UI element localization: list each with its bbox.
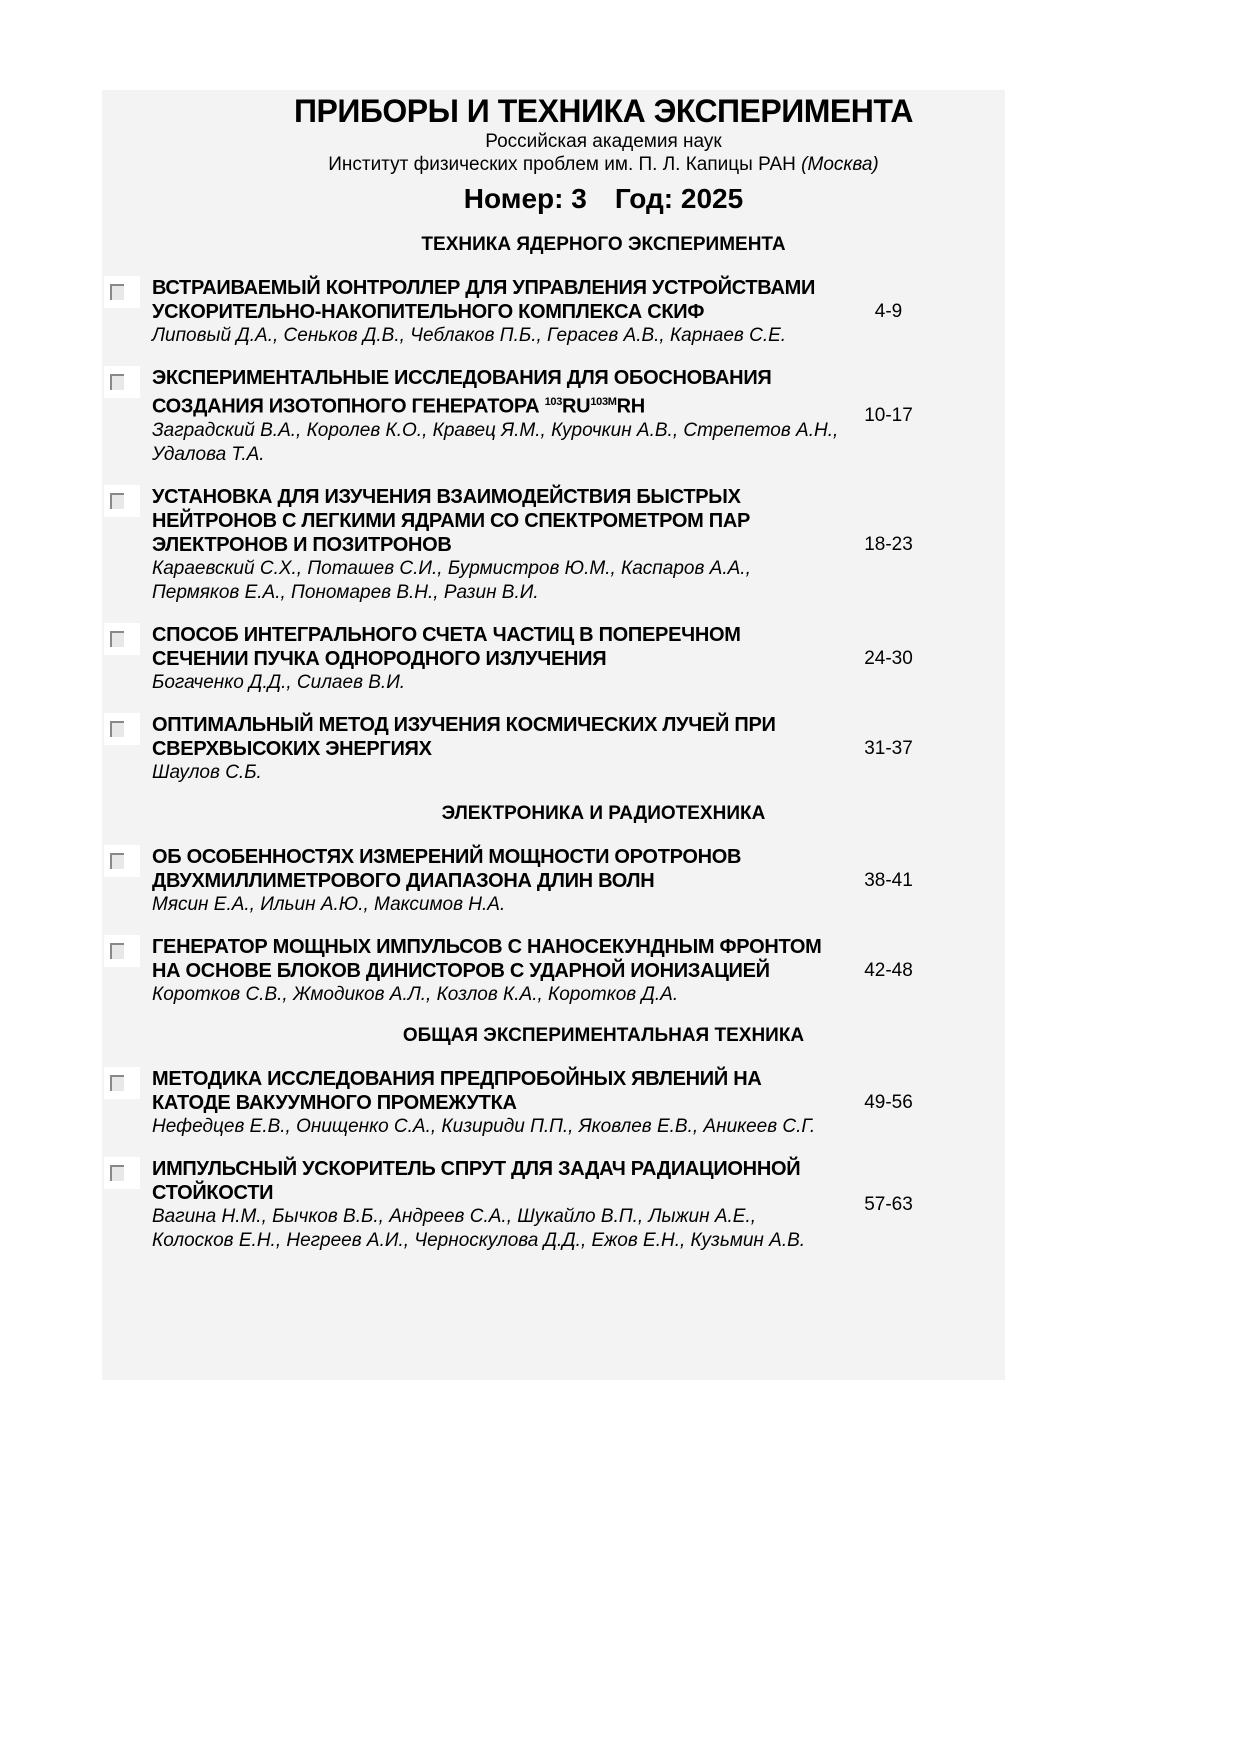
section-heading: ТЕХНИКА ЯДЕРНОГО ЭКСПЕРИМЕНТА: [421, 234, 786, 255]
article-authors: Шаулов С.Б.: [152, 761, 262, 783]
table-of-contents: [102, 234, 1005, 1253]
article-title-text: ИМПУЛЬСНЫЙ УСКОРИТЕЛЬ СПРУТ ДЛЯ ЗАДАЧ РАДИАЦИОННОЙ СТОЙКОСТИ: [152, 1157, 801, 1204]
article-pages: 10-17: [864, 405, 913, 427]
article-authors: Богаченко Д.Д., Силаев В.И.: [152, 671, 406, 693]
article-title-text: ОБ ОСОБЕННОСТЯХ ИЗМЕРЕНИЙ МОЩНОСТИ ОРОТРОНОВ ДВУХМИЛЛИМЕТРОВОГО ДИАПАЗОНА ДЛИН ВОЛН: [152, 845, 742, 892]
article-title-text: СПОСОБ ИНТЕГРАЛЬНОГО СЧЕТА ЧАСТИЦ В ПОПЕРЕЧНОМ СЕЧЕНИИ ПУЧКА ОДНОРОДНОГО ИЗЛУЧЕНИЯ: [152, 623, 741, 670]
checkbox-icon[interactable]: [104, 623, 140, 655]
article-row: [102, 1067, 1005, 1139]
checkbox-icon[interactable]: [104, 713, 140, 745]
article-authors: Липовый Д.А., Сеньков Д.В., Чеблаков П.Б., Герасев А.В., Карнаев С.Е.: [152, 325, 787, 346]
article-row: [102, 845, 1005, 917]
article-pages: 42-48: [864, 959, 913, 981]
article-title-text: ОПТИМАЛЬНЫЙ МЕТОД ИЗУЧЕНИЯ КОСМИЧЕСКИХ ЛУЧЕЙ ПРИ СВЕРХВЫСОКИХ ЭНЕРГИЯХ: [152, 713, 776, 760]
select-checkbox[interactable]: [102, 623, 142, 695]
article-row: [102, 713, 1005, 785]
article-title-text: ЭКСПЕРИМЕНТАЛЬНЫЕ ИССЛЕДОВАНИЯ ДЛЯ ОБОСНОВАНИЯ СОЗДАНИЯ ИЗОТОПНОГО ГЕНЕРАТОРА: [152, 367, 772, 418]
checkbox-icon[interactable]: [104, 935, 140, 967]
checkbox-icon[interactable]: [104, 276, 140, 308]
superscript: 103: [544, 396, 563, 408]
issue-info: [202, 182, 1005, 216]
select-checkbox[interactable]: [102, 366, 142, 467]
article-authors: Заградский В.А., Королев К.О., Кравец Я.М., Курочкин А.В., Стрепетов А.Н., Удалова Т.А.: [152, 419, 839, 465]
institute-name: Институт физических проблем им. П. Л. Капицы РАН: [328, 154, 796, 175]
article-row: [102, 935, 1005, 1007]
checkbox-icon[interactable]: [104, 485, 140, 517]
article-pages: 4-9: [874, 301, 903, 322]
article-authors: Караевский С.Х., Поташев С.И., Бурмистров Ю.М., Каспаров А.А., Пермяков Е.А., Пономарев В.Н., Разин В.И.: [152, 557, 751, 603]
checkbox-icon[interactable]: [104, 1157, 140, 1189]
section-heading: ЭЛЕКТРОНИКА И РАДИОТЕХНИКА: [441, 802, 766, 824]
article-title[interactable]: [152, 1157, 842, 1205]
article-title-text: RU: [562, 395, 591, 418]
article-row: [102, 366, 1005, 467]
select-checkbox[interactable]: [102, 1157, 142, 1253]
article-title[interactable]: [152, 623, 842, 671]
issue-year: Год: 2025: [614, 183, 744, 214]
article-row: [102, 623, 1005, 695]
article-authors: Мясин Е.А., Ильин А.Ю., Максимов Н.А.: [152, 893, 506, 915]
article-title[interactable]: [152, 935, 842, 983]
article-title[interactable]: [152, 276, 842, 324]
checkbox-icon[interactable]: [104, 1067, 140, 1099]
article-info: [142, 276, 842, 348]
article-title-text: RH: [616, 395, 645, 418]
article-authors: Коротков С.В., Жмодиков А.Л., Козлов К.А., Коротков Д.А.: [152, 983, 679, 1005]
article-row: [102, 485, 1005, 605]
article-info: [142, 935, 842, 1007]
article-info: [142, 485, 842, 605]
article-title[interactable]: [152, 366, 842, 419]
article-title[interactable]: [152, 1067, 842, 1115]
article-pages: 31-37: [864, 737, 913, 759]
select-checkbox[interactable]: [102, 1067, 142, 1139]
article-pages: 38-41: [864, 869, 913, 891]
institute: [202, 153, 1005, 176]
article-authors: Вагина Н.М., Бычков В.Б., Андреев С.А., Шукайло В.П., Лыжин А.Е., Колосков Е.Н., Негреев А.И., Черноскулова Д.Д., Ежов Е.Н., Кузьмин А.В.: [152, 1205, 806, 1251]
city: (Москва): [801, 154, 879, 175]
checkbox-icon[interactable]: [104, 845, 140, 877]
journal-title: ПРИБОРЫ И ТЕХНИКА ЭКСПЕРИМЕНТА: [294, 93, 913, 129]
article-title[interactable]: [152, 713, 842, 761]
article-authors: Нефедцев Е.В., Онищенко С.А., Кизириди П.П., Яковлев Е.В., Аникеев С.Г.: [152, 1115, 816, 1137]
article-info: [142, 366, 842, 467]
select-checkbox[interactable]: [102, 485, 142, 605]
article-pages: 24-30: [864, 647, 913, 669]
article-title-text: УСТАНОВКА ДЛЯ ИЗУЧЕНИЯ ВЗАИМОДЕЙСТВИЯ БЫСТРЫХ НЕЙТРОНОВ С ЛЕГКИМИ ЯДРАМИ СО СПЕКТРОМЕТРОМ ПАР ЭЛЕКТРОНОВ И ПОЗИТРОНОВ: [152, 485, 751, 556]
select-checkbox[interactable]: [102, 713, 142, 785]
issue-number: Номер: 3: [463, 183, 587, 214]
article-title-text: МЕТОДИКА ИССЛЕДОВАНИЯ ПРЕДПРОБОЙНЫХ ЯВЛЕНИЙ НА КАТОДЕ ВАКУУМНОГО ПРОМЕЖУТКА: [152, 1067, 762, 1114]
select-checkbox[interactable]: [102, 845, 142, 917]
article-pages: 18-23: [864, 533, 913, 555]
article-row: [102, 276, 1005, 348]
issue-contents-panel: [102, 90, 1005, 1380]
superscript: 103M: [590, 396, 617, 408]
journal-header: [102, 92, 1005, 216]
article-info: [142, 845, 842, 917]
article-info: [142, 623, 842, 695]
section-heading: ОБЩАЯ ЭКСПЕРИМЕНТАЛЬНАЯ ТЕХНИКА: [402, 1024, 805, 1046]
checkbox-icon[interactable]: [104, 366, 140, 398]
article-title-text: ГЕНЕРАТОР МОЩНЫХ ИМПУЛЬСОВ С НАНОСЕКУНДНЫМ ФРОНТОМ НА ОСНОВЕ БЛОКОВ ДИНИСТОРОВ С УДАРНОЙ ИОНИЗАЦИЕЙ: [152, 935, 822, 982]
article-info: [142, 713, 842, 785]
article-pages: 49-56: [864, 1091, 913, 1113]
article-info: [142, 1157, 842, 1253]
publisher: Российская академия наук: [485, 131, 722, 152]
article-pages: 57-63: [864, 1193, 913, 1215]
article-title[interactable]: [152, 485, 842, 557]
select-checkbox[interactable]: [102, 935, 142, 1007]
article-title[interactable]: [152, 845, 842, 893]
select-checkbox[interactable]: [102, 276, 142, 348]
article-info: [142, 1067, 842, 1139]
article-title-text: ВСТРАИВАЕМЫЙ КОНТРОЛЛЕР ДЛЯ УПРАВЛЕНИЯ УСТРОЙСТВАМИ УСКОРИТЕЛЬНО-НАКОПИТЕЛЬНОГО КОМПЛЕКСА СКИФ: [152, 277, 816, 323]
article-row: [102, 1157, 1005, 1253]
